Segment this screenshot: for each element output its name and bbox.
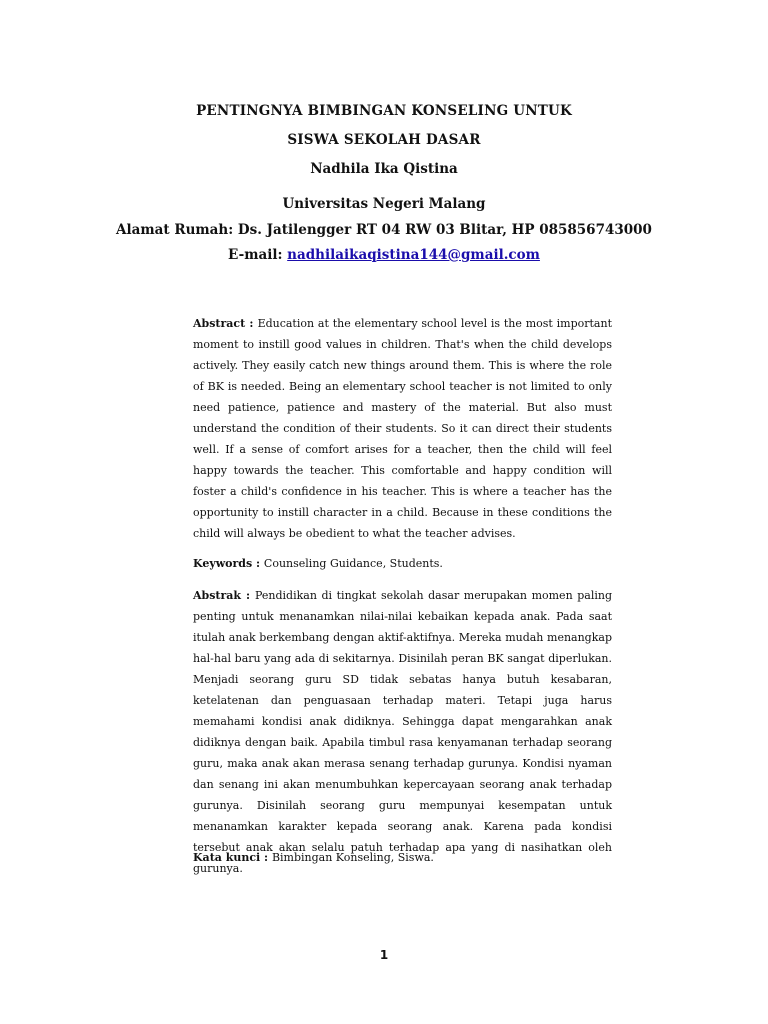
keywords-english <box>193 553 612 574</box>
affiliation: Universitas Negeri Malang <box>282 196 486 212</box>
kata-kunci-label: Kata kunci : <box>193 851 272 864</box>
email-link[interactable]: nadhilaikaqistina144@gmail.com <box>287 247 540 263</box>
author-name: Nadhila Ika Qistina <box>310 161 458 177</box>
abstract-label: Abstract : <box>193 317 258 330</box>
keywords-label: Keywords : <box>193 557 264 570</box>
page-number: 1 <box>379 948 389 962</box>
kata-kunci-text: Bimbingan Konseling, Siswa. <box>271 851 434 864</box>
paper-title-line-1: PENTINGNYA BIMBINGAN KONSELING UNTUK <box>196 103 572 119</box>
abstract-indonesian <box>193 585 612 879</box>
email-line <box>0 247 768 263</box>
abstract-english <box>193 313 612 544</box>
keywords-indonesian <box>193 847 612 868</box>
keywords-text: Counseling Guidance, Students. <box>263 557 443 570</box>
email-label: E-mail: <box>228 247 288 263</box>
abstract-text: Education at the elementary school level is the most important moment to instill good values in children. That's when the child develops actively. They easily catch new things around them. This is where the role of BK is needed. Being an elementary school teacher is not limited to only need patience, patience and mastery of the material. But also must understand the condition of their students. So it can direct their students well. If a sense of comfort arises for a teacher, then the child will feel happy towards the teacher. This comfortable and happy condition will foster a child's confidence in his teacher. This is where a teacher has the opportunity to instill character in a child. Because in these conditions the child will always be obedient to what the teacher advises. <box>193 317 612 540</box>
paper-title-line-2: SISWA SEKOLAH DASAR <box>287 132 481 148</box>
abstrak-label: Abstrak : <box>193 589 255 602</box>
home-address: Alamat Rumah: Ds. Jatilengger RT 04 RW 03 Blitar, HP 085856743000 <box>116 222 652 238</box>
abstrak-text: Pendidikan di tingkat sekolah dasar merupakan momen paling penting untuk menanamkan nilai-nilai kebaikan kepada anak. Pada saat itulah anak berkembang dengan aktif-aktifnya. Mereka mudah menangkap hal-hal baru yang ada di sekitarnya. Disinilah peran BK sangat diperlukan. Menjadi seorang guru SD tidak sebatas hanya butuh kesabaran, ketelatenan dan penguasaan terhadap materi. Tetapi juga harus memahami kondisi anak didiknya. Sehingga dapat mengarahkan anak didiknya dengan baik. Apabila timbul rasa kenyamanan terhadap seorang guru, maka anak akan merasa senang terhadap gurunya. Kondisi nyaman dan senang ini akan menumbuhkan kepercayaan seorang anak terhadap gurunya. Disinilah seorang guru mempunyai kesempatan untuk menanamkan karakter kepada seorang anak. Karena pada kondisi tersebut anak akan selalu patuh terhadap apa yang di nasihatkan oleh gurunya. <box>193 589 613 875</box>
